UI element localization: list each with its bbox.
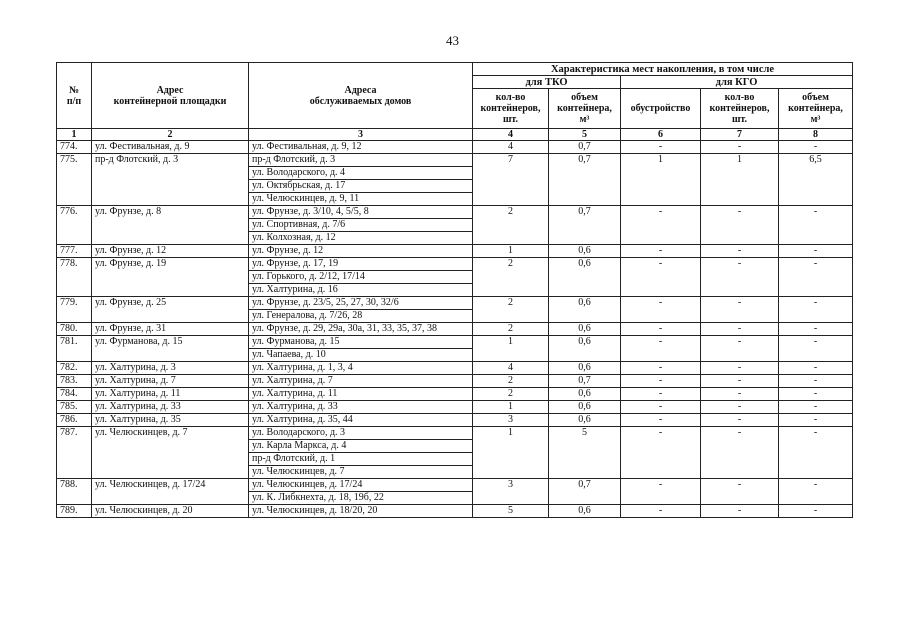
- table-body: [57, 141, 853, 518]
- served-address: ул. Фрунзе, д. 29, 29а, 30а, 31, 33, 35, 37, 38: [249, 323, 473, 336]
- header-num: № п/п: [57, 63, 92, 129]
- table-row: [57, 245, 853, 258]
- header-characteristics: Характеристика мест накопления, в том числе: [473, 63, 853, 76]
- tko-count: 3: [473, 414, 549, 427]
- served-address: ул. Челюскинцев, д. 9, 11: [249, 193, 473, 206]
- row-number: 777.: [57, 245, 92, 258]
- arrangement: -: [621, 375, 701, 388]
- kgo-volume: 6,5: [779, 154, 853, 206]
- header-arrangement: обустройство: [621, 89, 701, 129]
- arrangement: -: [621, 479, 701, 505]
- kgo-count: -: [701, 245, 779, 258]
- tko-count: 3: [473, 479, 549, 505]
- tko-count: 4: [473, 141, 549, 154]
- table-row: [57, 297, 853, 310]
- tko-count: 7: [473, 154, 549, 206]
- kgo-count: -: [701, 323, 779, 336]
- served-address: ул. Халтурина, д. 1, 3, 4: [249, 362, 473, 375]
- site-address: ул. Фрунзе, д. 8: [92, 206, 249, 245]
- served-address: ул. Фрунзе, д. 12: [249, 245, 473, 258]
- col-number: 2: [92, 129, 249, 141]
- header-kgo: для КГО: [621, 76, 853, 89]
- served-address: ул. Фрунзе, д. 3/10, 4, 5/5, 8: [249, 206, 473, 219]
- table-row: [57, 479, 853, 492]
- served-address: ул. Челюскинцев, д. 7: [249, 466, 473, 479]
- table-row: [57, 427, 853, 440]
- table-row: [57, 401, 853, 414]
- table-row: [57, 362, 853, 375]
- tko-count: 2: [473, 258, 549, 297]
- table-row: [57, 388, 853, 401]
- tko-volume: 0,7: [549, 206, 621, 245]
- kgo-volume: -: [779, 206, 853, 245]
- arrangement: -: [621, 245, 701, 258]
- table-row: [57, 505, 853, 518]
- row-number: 782.: [57, 362, 92, 375]
- table-row: [57, 206, 853, 219]
- col-number: 6: [621, 129, 701, 141]
- served-address: ул. Генералова, д. 7/26, 28: [249, 310, 473, 323]
- header-tko: для ТКО: [473, 76, 621, 89]
- tko-count: 2: [473, 388, 549, 401]
- table-row: [57, 141, 853, 154]
- kgo-volume: -: [779, 245, 853, 258]
- tko-count: 1: [473, 245, 549, 258]
- tko-count: 2: [473, 323, 549, 336]
- kgo-count: -: [701, 362, 779, 375]
- table-row: [57, 336, 853, 349]
- kgo-count: -: [701, 258, 779, 297]
- tko-volume: 0,7: [549, 375, 621, 388]
- col-number: 5: [549, 129, 621, 141]
- header-tko-volume: объем контейнера, м³: [549, 89, 621, 129]
- kgo-volume: -: [779, 427, 853, 479]
- header-kgo-count: кол-во контейнеров, шт.: [701, 89, 779, 129]
- kgo-count: -: [701, 388, 779, 401]
- kgo-volume: -: [779, 388, 853, 401]
- served-address: ул. Фрунзе, д. 23/5, 25, 27, 30, 32/6: [249, 297, 473, 310]
- kgo-count: -: [701, 479, 779, 505]
- tko-count: 5: [473, 505, 549, 518]
- tko-volume: 5: [549, 427, 621, 479]
- tko-volume: 0,6: [549, 505, 621, 518]
- site-address: ул. Халтурина, д. 7: [92, 375, 249, 388]
- column-numbers-row: [57, 129, 853, 141]
- tko-volume: 0,6: [549, 362, 621, 375]
- arrangement: -: [621, 258, 701, 297]
- served-address: ул. Халтурина, д. 16: [249, 284, 473, 297]
- arrangement: -: [621, 362, 701, 375]
- site-address: ул. Халтурина, д. 11: [92, 388, 249, 401]
- col-number: 1: [57, 129, 92, 141]
- served-address: ул. К. Либкнехта, д. 18, 19б, 22: [249, 492, 473, 505]
- kgo-count: -: [701, 297, 779, 323]
- served-address: ул. Челюскинцев, д. 17/24: [249, 479, 473, 492]
- col-number: 3: [249, 129, 473, 141]
- tko-volume: 0,7: [549, 479, 621, 505]
- kgo-volume: -: [779, 479, 853, 505]
- kgo-count: -: [701, 427, 779, 479]
- row-number: 785.: [57, 401, 92, 414]
- table-row: [57, 323, 853, 336]
- row-number: 780.: [57, 323, 92, 336]
- arrangement: -: [621, 427, 701, 479]
- header-served-addresses: Адреса обслуживаемых домов: [249, 63, 473, 129]
- arrangement: -: [621, 414, 701, 427]
- served-address: ул. Володарского, д. 3: [249, 427, 473, 440]
- row-number: 789.: [57, 505, 92, 518]
- row-number: 778.: [57, 258, 92, 297]
- tko-volume: 0,6: [549, 297, 621, 323]
- arrangement: -: [621, 297, 701, 323]
- kgo-volume: -: [779, 258, 853, 297]
- site-address: ул. Халтурина, д. 33: [92, 401, 249, 414]
- arrangement: -: [621, 323, 701, 336]
- site-address: ул. Халтурина, д. 35: [92, 414, 249, 427]
- served-address: ул. Карла Маркса, д. 4: [249, 440, 473, 453]
- arrangement: -: [621, 141, 701, 154]
- served-address: пр-д Флотский, д. 1: [249, 453, 473, 466]
- tko-volume: 0,6: [549, 245, 621, 258]
- row-number: 786.: [57, 414, 92, 427]
- kgo-count: -: [701, 336, 779, 362]
- kgo-volume: -: [779, 414, 853, 427]
- served-address: ул. Фрунзе, д. 17, 19: [249, 258, 473, 271]
- table-row: [57, 414, 853, 427]
- row-number: 788.: [57, 479, 92, 505]
- arrangement: -: [621, 388, 701, 401]
- row-number: 775.: [57, 154, 92, 206]
- kgo-count: -: [701, 401, 779, 414]
- served-address: ул. Халтурина, д. 35, 44: [249, 414, 473, 427]
- served-address: ул. Спортивная, д. 7/6: [249, 219, 473, 232]
- arrangement: -: [621, 336, 701, 362]
- tko-volume: 0,6: [549, 414, 621, 427]
- kgo-volume: -: [779, 362, 853, 375]
- site-address: ул. Фрунзе, д. 12: [92, 245, 249, 258]
- served-address: ул. Халтурина, д. 11: [249, 388, 473, 401]
- tko-volume: 0,6: [549, 258, 621, 297]
- row-number: 783.: [57, 375, 92, 388]
- served-address: ул. Чапаева, д. 10: [249, 349, 473, 362]
- tko-volume: 0,6: [549, 323, 621, 336]
- arrangement: -: [621, 401, 701, 414]
- row-number: 774.: [57, 141, 92, 154]
- table-row: [57, 375, 853, 388]
- tko-count: 1: [473, 427, 549, 479]
- row-number: 776.: [57, 206, 92, 245]
- kgo-volume: -: [779, 323, 853, 336]
- served-address: ул. Фестивальная, д. 9, 12: [249, 141, 473, 154]
- row-number: 781.: [57, 336, 92, 362]
- tko-count: 2: [473, 375, 549, 388]
- served-address: ул. Халтурина, д. 33: [249, 401, 473, 414]
- site-address: ул. Халтурина, д. 3: [92, 362, 249, 375]
- tko-count: 4: [473, 362, 549, 375]
- arrangement: -: [621, 505, 701, 518]
- site-address: ул. Фрунзе, д. 25: [92, 297, 249, 323]
- site-address: ул. Челюскинцев, д. 7: [92, 427, 249, 479]
- table-row: [57, 258, 853, 271]
- site-address: пр-д Флотский, д. 3: [92, 154, 249, 206]
- tko-volume: 0,7: [549, 141, 621, 154]
- tko-count: 2: [473, 297, 549, 323]
- served-address: ул. Горького, д. 2/12, 17/14: [249, 271, 473, 284]
- kgo-count: -: [701, 206, 779, 245]
- kgo-count: -: [701, 375, 779, 388]
- site-address: ул. Челюскинцев, д. 17/24: [92, 479, 249, 505]
- tko-volume: 0,6: [549, 401, 621, 414]
- tko-volume: 0,6: [549, 336, 621, 362]
- kgo-count: 1: [701, 154, 779, 206]
- header-kgo-volume: объем контейнера, м³: [779, 89, 853, 129]
- kgo-volume: -: [779, 141, 853, 154]
- tko-volume: 0,6: [549, 388, 621, 401]
- served-address: ул. Октябрьская, д. 17: [249, 180, 473, 193]
- col-number: 4: [473, 129, 549, 141]
- served-address: ул. Халтурина, д. 7: [249, 375, 473, 388]
- kgo-count: -: [701, 505, 779, 518]
- row-number: 779.: [57, 297, 92, 323]
- tko-count: 1: [473, 401, 549, 414]
- kgo-volume: -: [779, 505, 853, 518]
- tko-count: 2: [473, 206, 549, 245]
- table-row: [57, 154, 853, 167]
- kgo-count: -: [701, 141, 779, 154]
- row-number: 787.: [57, 427, 92, 479]
- served-address: пр-д Флотский, д. 3: [249, 154, 473, 167]
- site-address: ул. Фрунзе, д. 19: [92, 258, 249, 297]
- kgo-count: -: [701, 414, 779, 427]
- served-address: ул. Колхозная, д. 12: [249, 232, 473, 245]
- col-number: 7: [701, 129, 779, 141]
- kgo-volume: -: [779, 375, 853, 388]
- site-address: ул. Челюскинцев, д. 20: [92, 505, 249, 518]
- col-number: 8: [779, 129, 853, 141]
- page-number: 43: [446, 33, 459, 48]
- row-number: 784.: [57, 388, 92, 401]
- arrangement: -: [621, 206, 701, 245]
- kgo-volume: -: [779, 297, 853, 323]
- tko-volume: 0,7: [549, 154, 621, 206]
- served-address: ул. Володарского, д. 4: [249, 167, 473, 180]
- container-sites-table: [56, 62, 853, 518]
- site-address: ул. Фурманова, д. 15: [92, 336, 249, 362]
- kgo-volume: -: [779, 401, 853, 414]
- site-address: ул. Фрунзе, д. 31: [92, 323, 249, 336]
- tko-count: 1: [473, 336, 549, 362]
- header-site-address: Адрес контейнерной площадки: [92, 63, 249, 129]
- kgo-volume: -: [779, 336, 853, 362]
- site-address: ул. Фестивальная, д. 9: [92, 141, 249, 154]
- header-tko-count: кол-во контейнеров, шт.: [473, 89, 549, 129]
- served-address: ул. Челюскинцев, д. 18/20, 20: [249, 505, 473, 518]
- arrangement: 1: [621, 154, 701, 206]
- served-address: ул. Фурманова, д. 15: [249, 336, 473, 349]
